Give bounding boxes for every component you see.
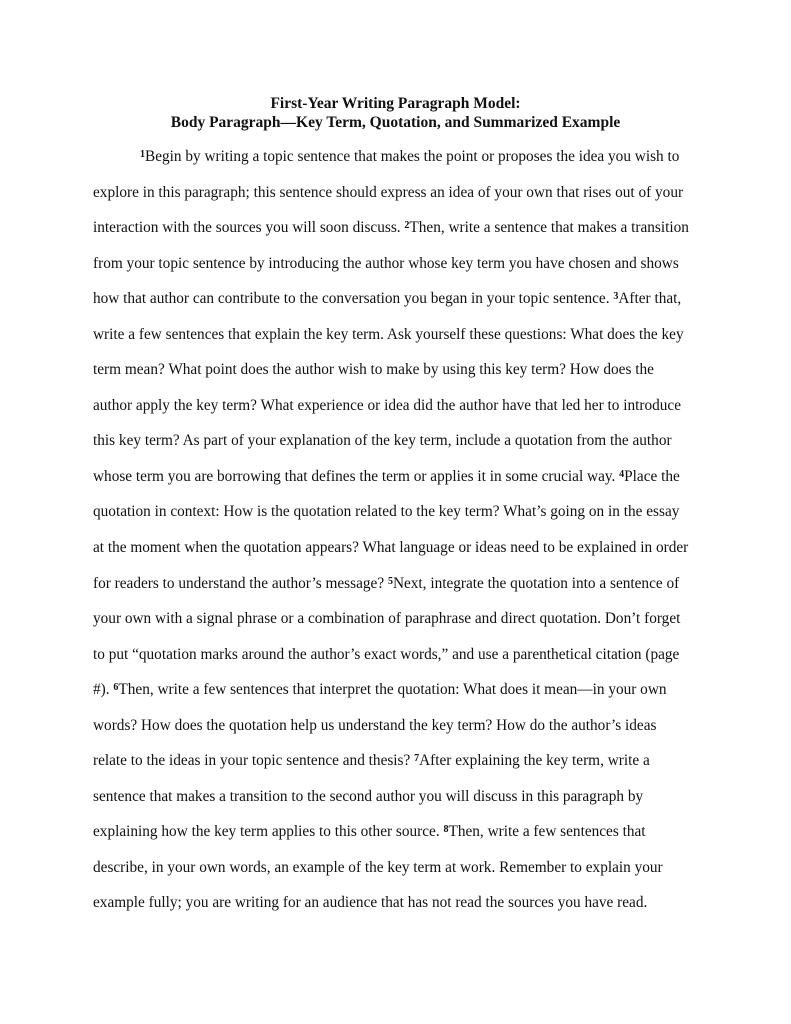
paragraph-text: Place the xyxy=(624,467,680,485)
paragraph-line xyxy=(93,252,713,288)
paragraph-text: relate to the ideas in your topic sentence and thesis? xyxy=(93,752,415,770)
paragraph-text: author apply the key term? What experience or idea did the author have that led her to introduce xyxy=(93,396,681,414)
paragraph-text: sentence that makes a transition to the second author you will discuss in this paragraph by xyxy=(93,787,644,805)
paragraph-text: quotation in context: How is the quotation related to the key term? What’s going on in the essay xyxy=(93,503,680,521)
paragraph-line xyxy=(93,465,713,501)
paragraph-line xyxy=(93,749,713,785)
paragraph-text: this key term? As part of your explanation of the key term, include a quotation from the author xyxy=(93,432,672,450)
paragraph-line xyxy=(93,500,713,536)
paragraph-line xyxy=(93,323,713,359)
paragraph-line xyxy=(93,856,713,892)
body-paragraph xyxy=(93,145,713,927)
paragraph-text: term mean? What point does the author wish to make by using this key term? How does the xyxy=(93,361,654,379)
paragraph-line xyxy=(93,678,713,714)
paragraph-text: from your topic sentence by introducing the author whose key term you have chosen and shows xyxy=(93,254,679,272)
paragraph-text: Begin by writing a topic sentence that makes the point or proposes the idea you wish to xyxy=(145,148,680,165)
sentence-number: 3 xyxy=(613,291,619,303)
paragraph-line xyxy=(93,572,713,608)
paragraph-line xyxy=(93,820,713,856)
sentence-number: 2 xyxy=(404,220,410,232)
paragraph-text: example fully; you are writing for an audience that has not read the sources you have read. xyxy=(93,894,648,912)
paragraph-line xyxy=(93,536,713,572)
paragraph-text: to put “quotation marks around the author’s exact words,” and use a parenthetical citation (page xyxy=(93,645,680,663)
paragraph-text: at the moment when the quotation appears? What language or ideas need to be explained in order xyxy=(93,539,689,557)
paragraph-text: Then, write a few sentences that xyxy=(448,823,646,841)
paragraph-line xyxy=(93,287,713,323)
paragraph-line xyxy=(93,216,713,252)
paragraph-text: Then, write a few sentences that interpret the quotation: What does it mean—in your own xyxy=(118,681,667,699)
paragraph-line xyxy=(93,785,713,821)
title-line-2: Body Paragraph—Key Term, Quotation, and Summarized Example xyxy=(170,114,621,131)
paragraph-line xyxy=(93,181,713,217)
sentence-number: 5 xyxy=(387,575,393,587)
paragraph-text: your own with a signal phrase or a combination of paraphrase and direct quotation. Don’t forget xyxy=(93,610,681,628)
paragraph-text: whose term you are borrowing that defines the term or applies it in some crucial way. xyxy=(93,467,620,485)
paragraph-line xyxy=(93,394,713,430)
paragraph-text: explaining how the key term applies to this other source. xyxy=(93,823,444,841)
paragraph-text: #). xyxy=(93,681,114,699)
paragraph-line xyxy=(93,643,713,679)
paragraph-line xyxy=(93,358,713,394)
sentence-number: 6 xyxy=(113,682,119,694)
sentence-number: 1 xyxy=(140,149,145,160)
paragraph-text: how that author can contribute to the conversation you began in your topic sentence. xyxy=(93,290,614,308)
paragraph-line xyxy=(93,891,713,927)
paragraph-text: for readers to understand the author’s message? xyxy=(93,574,388,592)
paragraph-text: After explaining the key term, write a xyxy=(419,752,650,770)
title-line-1: First-Year Writing Paragraph Model: xyxy=(270,95,521,112)
paragraph-text: explore in this paragraph; this sentence should express an idea of your own that rises out of your xyxy=(93,183,684,201)
sentence-number: 4 xyxy=(619,468,625,480)
paragraph-line xyxy=(93,429,713,465)
paragraph-text: After that, xyxy=(618,290,682,308)
paragraph-line xyxy=(93,714,713,750)
document-title xyxy=(0,94,791,132)
paragraph-text: write a few sentences that explain the key term. Ask yourself these questions: What does the key xyxy=(93,325,684,343)
paragraph-text: Next, integrate the quotation into a sentence of xyxy=(392,574,680,592)
sentence-number: 7 xyxy=(414,753,420,765)
paragraph-line xyxy=(93,145,713,181)
paragraph-text: words? How does the quotation help us understand the key term? How do the author’s ideas xyxy=(93,716,657,734)
paragraph-text: interaction with the sources you will soon discuss. xyxy=(93,219,405,237)
sentence-number: 8 xyxy=(443,824,449,836)
paragraph-text: Then, write a sentence that makes a transition xyxy=(409,219,689,237)
paragraph-line xyxy=(93,607,713,643)
paragraph-text: describe, in your own words, an example of the key term at work. Remember to explain your xyxy=(93,858,663,876)
